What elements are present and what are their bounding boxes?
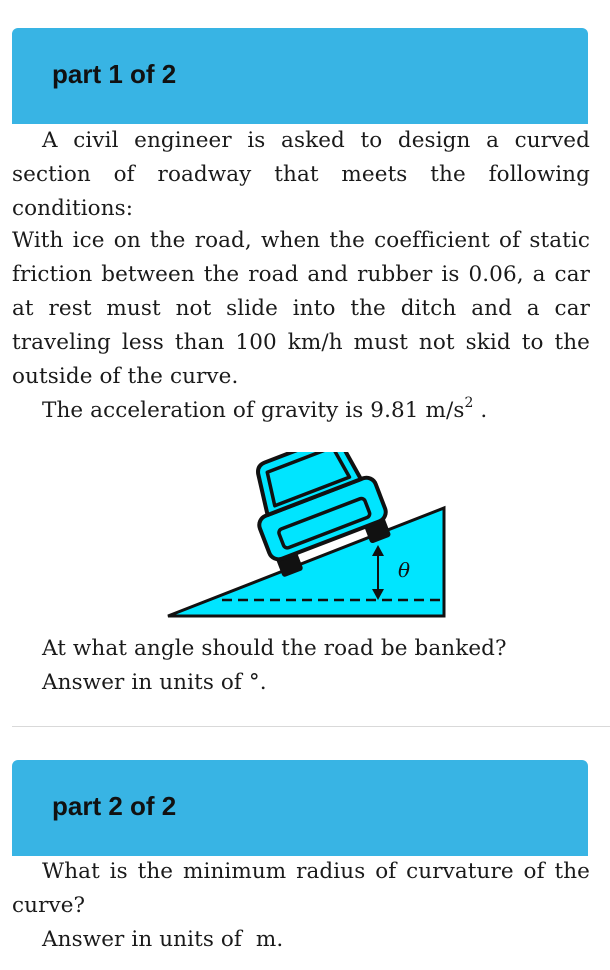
gravity-exponent: 2 bbox=[464, 394, 474, 411]
gravity-text bbox=[12, 394, 590, 428]
angle-label: θ bbox=[397, 558, 411, 582]
gravity-prefix: The acceleration of gravity is 9.81 m/s bbox=[42, 398, 465, 423]
part-1-question-block bbox=[12, 632, 590, 700]
part-1-title: part 1 of 2 bbox=[52, 58, 177, 89]
part-1-question: At what angle should the road be banked? bbox=[42, 636, 507, 661]
part-1-header bbox=[12, 28, 588, 124]
part-1-units: Answer in units of °. bbox=[42, 670, 267, 695]
gravity-statement bbox=[12, 394, 590, 428]
section-divider bbox=[12, 726, 610, 727]
ice-condition bbox=[12, 224, 590, 394]
banked-road-diagram bbox=[150, 452, 460, 628]
part-2-question: What is the minimum radius of curvature of the curve? bbox=[12, 859, 590, 918]
problem-intro bbox=[12, 124, 590, 226]
part-2-question-block bbox=[12, 855, 590, 957]
part-2-title: part 2 of 2 bbox=[52, 790, 177, 821]
problem-intro-text: A civil engineer is asked to design a curved section of roadway that meets the following conditions: bbox=[12, 128, 590, 221]
gravity-suffix: . bbox=[473, 398, 488, 423]
part-2-header bbox=[12, 760, 588, 856]
part-2-units: Answer in units of m. bbox=[42, 927, 284, 952]
ice-condition-text: With ice on the road, when the coefficient of static friction between the road and rubber is 0.06, a car at rest must not slide into the ditch and a car traveling less than 100 km/h must not skid to the outside of the curve. bbox=[12, 228, 590, 389]
